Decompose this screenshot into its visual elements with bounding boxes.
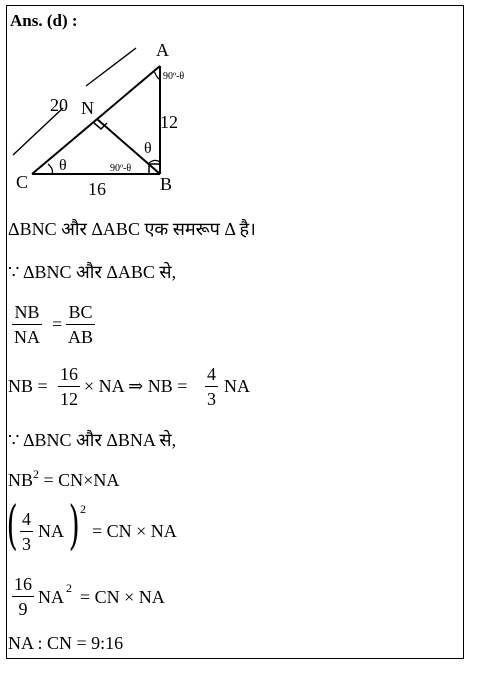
vertex-a: A: [156, 40, 169, 60]
theta-c: θ: [59, 157, 67, 174]
sq-rhs: = CN × NA: [92, 521, 177, 541]
angle-a-label: 90º-θ: [163, 71, 185, 82]
fraction-bc-ab: [66, 303, 95, 346]
fraction-denominator: 3: [207, 389, 216, 409]
nb-lhs: NB =: [8, 376, 48, 396]
fraction-16-9: [12, 575, 34, 618]
fraction-numerator: 4: [22, 509, 31, 529]
fraction-denominator: NA: [14, 327, 40, 347]
fraction-numerator: 4: [207, 364, 216, 384]
theta-b: θ: [144, 140, 152, 157]
angle-b-inner-label: 90º-θ: [110, 163, 132, 174]
sixteen-na: NA: [38, 587, 64, 607]
line-similar: ΔBNC और ΔABC एक समरूप Δ है।: [8, 219, 256, 239]
fraction-denominator: 9: [18, 599, 28, 619]
right-paren: ): [68, 496, 80, 556]
fraction-numerator: 16: [14, 574, 32, 594]
sixteen-rhs: = CN × NA: [80, 587, 165, 607]
fraction-denominator: AB: [68, 327, 94, 347]
fraction-numerator: 16: [60, 364, 78, 384]
vertex-n: N: [81, 98, 94, 118]
nb-squared-exponent: 2: [33, 467, 40, 481]
fraction-numerator: BC: [68, 302, 93, 322]
final-ratio: NA : CN = 9:16: [8, 633, 124, 653]
fraction-16-12: [58, 365, 80, 408]
dimension-line-lower: [13, 108, 63, 155]
sq-na: NA: [38, 521, 64, 541]
nb-middle: × NA ⇒ NB =: [84, 376, 188, 396]
vertex-b: B: [160, 174, 173, 194]
nb-rhs: NA: [224, 376, 250, 396]
line-since-2: ∵ ΔBNC और ΔBNA से,: [8, 430, 177, 450]
angle-arc-c: [48, 164, 53, 174]
left-paren: (: [6, 496, 18, 556]
label-ab: 12: [160, 112, 178, 132]
label-hypotenuse: 20: [50, 95, 68, 115]
nb-squared-rhs: = CN×NA: [43, 470, 120, 490]
line-since-1: ∵ ΔBNC और ΔABC से,: [8, 262, 177, 282]
fraction-denominator: 12: [60, 389, 78, 409]
fraction-4-3-b: [20, 510, 33, 553]
nb-squared-line: [8, 467, 120, 490]
equals-sign: =: [52, 314, 63, 334]
vertex-c: C: [16, 172, 29, 192]
fraction-numerator: NB: [14, 302, 40, 322]
answer-header: Ans. (d) :: [10, 11, 78, 30]
label-cb: 16: [88, 179, 106, 198]
nb-squared-lhs: NB: [8, 470, 34, 490]
fraction-denominator: 3: [22, 534, 31, 554]
triangle-figure: [8, 38, 228, 198]
sixteen-exponent: 2: [66, 581, 72, 595]
sq-exponent: 2: [80, 502, 86, 516]
right-angle-n: [94, 123, 107, 129]
dimension-line-upper: [86, 48, 136, 86]
fraction-nb-na: [12, 303, 42, 346]
fraction-4-3: [205, 365, 218, 408]
